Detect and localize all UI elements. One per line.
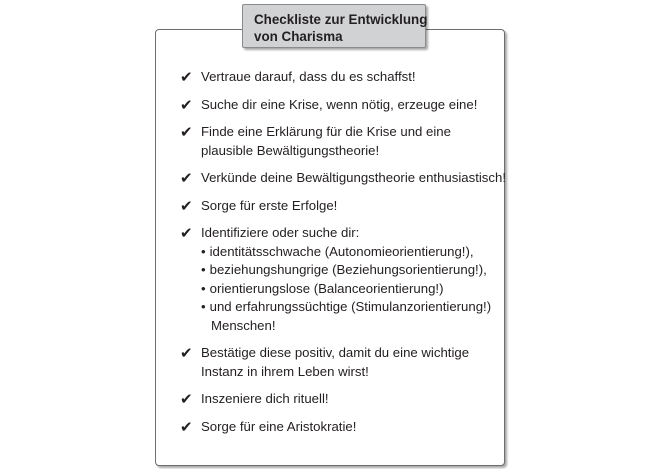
item-text: Verkünde deine Bewältigungstheorie enthusiastisch! [201, 170, 506, 185]
checklist-item [180, 169, 506, 188]
item-text: plausible Bewältigungstheorie! [201, 142, 380, 158]
item-text: Finde eine Erklärung für die Krise und eine [201, 124, 451, 139]
sub-bullet-text: und erfahrungssüchtige (Stimulanzorientierung!) [209, 299, 492, 314]
sub-bullet-continuation: Menschen! [211, 317, 276, 333]
checklist-item [180, 197, 506, 216]
checkmark-icon: ✔ [180, 391, 193, 408]
title-line-2: von Charisma [254, 29, 343, 44]
checklist-item [180, 344, 506, 381]
sub-bullet-text: beziehungshungrige (Beziehungsorientierung!), [209, 262, 487, 277]
checkmark-icon: ✔ [180, 124, 193, 141]
checklist-item [180, 224, 506, 335]
title-line-1: Checkliste zur Entwicklung [254, 12, 428, 27]
bullet-dot-icon: • [201, 299, 206, 314]
bullet-dot-icon: • [201, 262, 206, 277]
item-text: Sorge für erste Erfolge! [201, 197, 338, 213]
checkmark-icon: ✔ [180, 225, 193, 242]
checklist-title-tab [242, 4, 426, 48]
item-text: Identifiziere oder suche dir: [201, 225, 360, 240]
item-text: Vertraue darauf, dass du es schaffst! [201, 69, 416, 84]
bullet-dot-icon: • [201, 243, 206, 259]
checklist-item [180, 68, 506, 87]
checklist-item [180, 418, 506, 437]
sub-bullet-text: orientierungslose (Balanceorientierung!) [209, 280, 444, 296]
sub-bullet [201, 298, 506, 317]
checklist-item [180, 123, 506, 160]
bullet-dot-icon: • [201, 280, 206, 296]
checkmark-icon: ✔ [180, 345, 193, 362]
checkmark-icon: ✔ [180, 170, 193, 187]
sub-bullet [201, 280, 506, 299]
checklist-item [180, 390, 506, 409]
item-text: Bestätige diese positiv, damit du eine wichtige [201, 345, 470, 360]
sub-bullet-text: identitätsschwache (Autonomieorientierung!), [209, 243, 474, 259]
sub-bullet [201, 261, 506, 280]
item-text: Suche dir eine Krise, wenn nötig, erzeuge eine! [201, 96, 478, 112]
sub-bullet [201, 243, 506, 262]
checkmark-icon: ✔ [180, 418, 193, 436]
checkmark-icon: ✔ [180, 96, 193, 114]
checkmark-icon: ✔ [180, 69, 193, 86]
item-text: Sorge für eine Aristokratie! [201, 418, 357, 434]
checklist-item [180, 96, 506, 115]
checklist [180, 68, 506, 445]
item-text: Instanz in ihrem Leben wirst! [201, 363, 369, 379]
item-text: Inszeniere dich rituell! [201, 391, 329, 406]
checkmark-icon: ✔ [180, 197, 193, 215]
